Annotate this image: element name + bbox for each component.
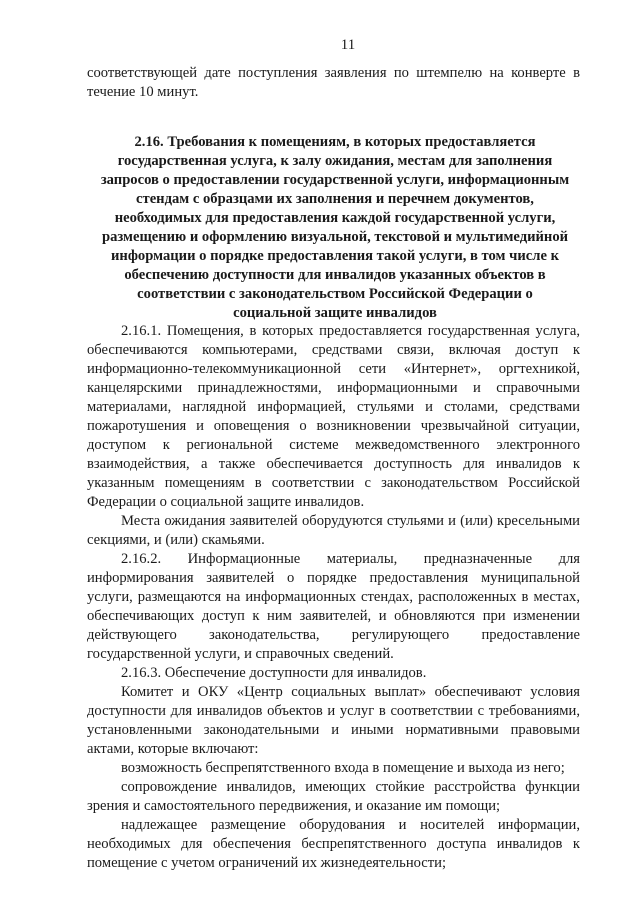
paragraph-2-16-2: 2.16.2. Информационные материалы, предназначенные для информирования заявителей о порядке предоставления муниципальной услуги, размещаются на информационных стендах, расположенных в местах, обеспечивающих доступ к ним заявителей, и обновляются при изменении действующего законодательства, регулирующего предоставление государственной услуги, и справочных сведений.: [87, 551, 580, 662]
paragraph-2-16-3: 2.16.3. Обеспечение доступности для инвалидов.: [121, 665, 427, 681]
lead-text: соответствующей дате поступления заявления по штемпелю на конверте в течение 10 минут.: [87, 65, 580, 100]
section-body: [87, 322, 580, 873]
paragraph-waiting-places: Места ожидания заявителей оборудуются стульями и (или) кресельными секциями, и (или) скамьями.: [87, 513, 580, 548]
lead-paragraph: [87, 64, 580, 102]
paragraph-committee: Комитет и ОКУ «Центр социальных выплат» обеспечивают условия доступности для инвалидов объектов и услуг в соответствии с требованиями, установленными законодательными и иными нормативными правовыми актами, которые включают:: [87, 684, 580, 757]
paragraph-2-16-1: 2.16.1. Помещения, в которых предоставляется государственная услуга, обеспечиваются компьютерами, средствами связи, включая доступ к информационно-телекоммуникационной сети «Интернет», оргтехникой, канцелярскими принадлежностями, информационными и справочными материалами, наглядной информацией, стульями и столами, средствами пожаротушения и оповещения о возникновении чрезвычайной ситуации, доступом к региональной системе межведомственного электронного взаимодействия, а также обеспечивается доступность для инвалидов к указанным помещениям в соответствии с законодательством Российской Федерации о социальной защите инвалидов.: [87, 323, 580, 510]
section-heading: 2.16. Требования к помещениям, в которых предоставляется государственная услуга, к залу ожидания, местам для заполнения запросов о предоставлении государственной услуги, информационным стендам с образцами их заполнения и перечнем документов, необходимых для предоставления каждой государственной услуги, размещению и оформлению визуальной, текстовой и мультимедийной информации о порядке предоставления такой услуги, в том числе к обеспечению доступности для инвалидов указанных объектов в соответствии с законодательством Российской Федерации о социальной защите инвалидов: [100, 134, 570, 321]
paragraph-entry-exit: возможность беспрепятственного входа в помещение и выхода из него;: [121, 760, 565, 776]
paragraph-equipment: надлежащее размещение оборудования и носителей информации, необходимых для обеспечения беспрепятственного доступа инвалидов к помещение с учетом ограничений их жизнедеятельности;: [87, 817, 580, 871]
page-number: 11: [340, 37, 356, 53]
paragraph-accompaniment: сопровождение инвалидов, имеющих стойкие расстройства функции зрения и самостоятельного передвижения, и оказание им помощи;: [87, 779, 580, 814]
